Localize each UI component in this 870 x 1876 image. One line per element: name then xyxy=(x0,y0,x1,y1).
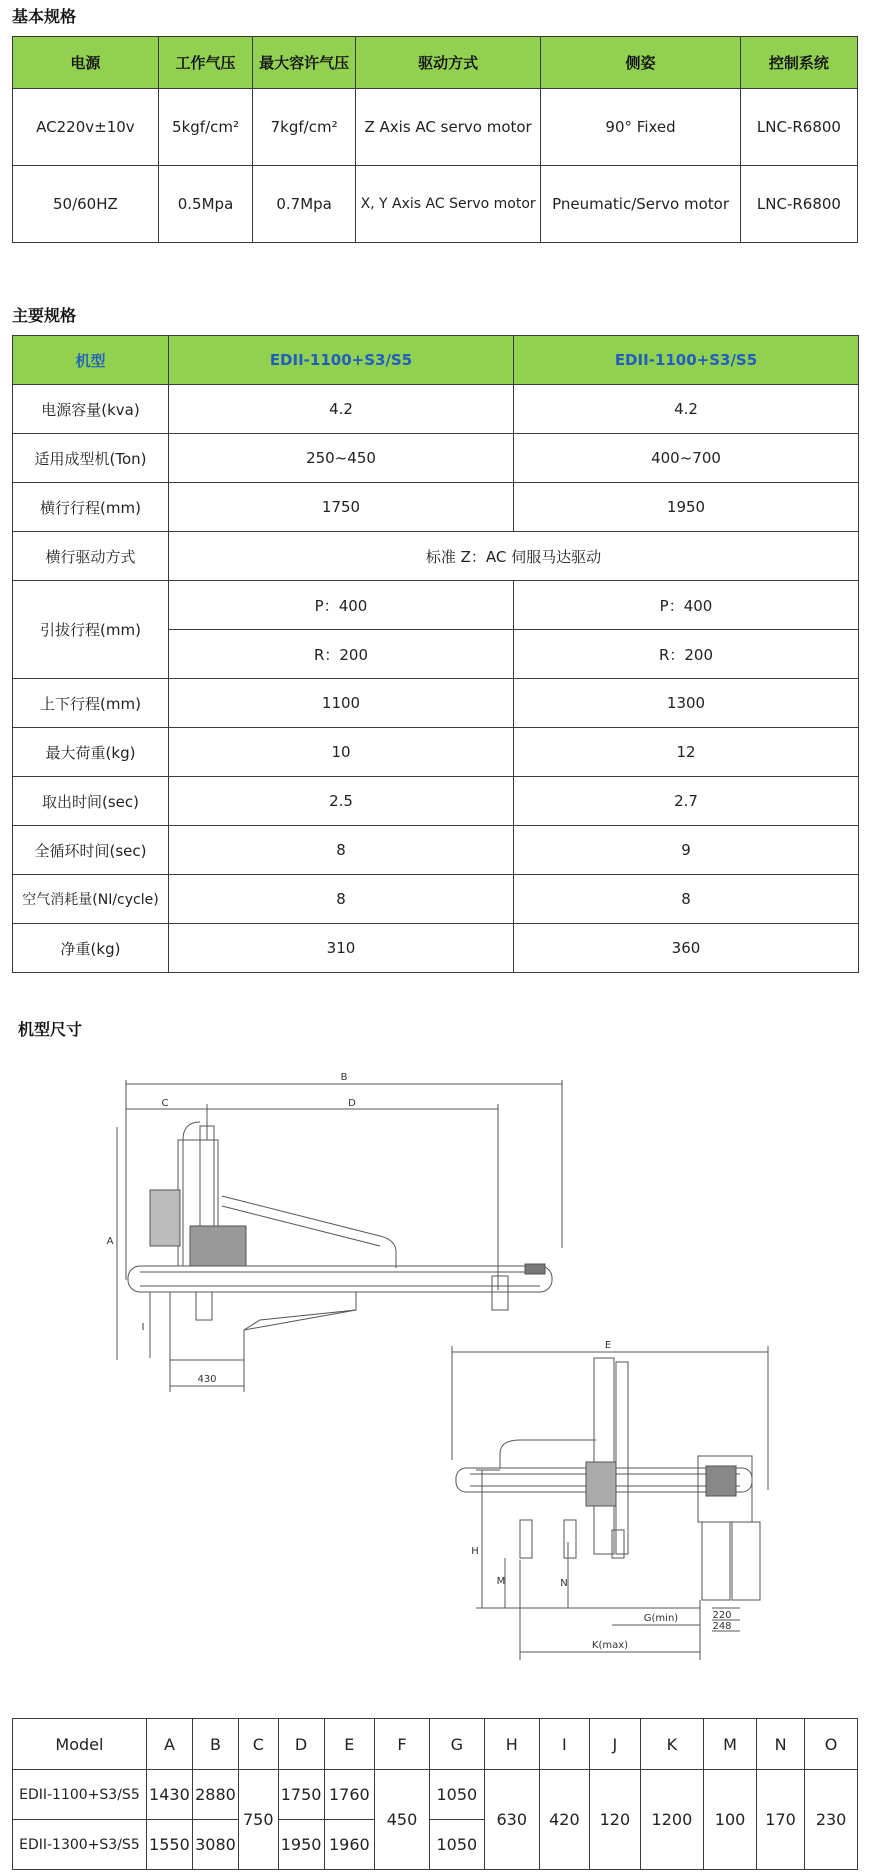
table-cell: 1760 xyxy=(324,1770,374,1820)
table-cell: 8 xyxy=(169,826,514,875)
dimension-table xyxy=(12,1718,858,1870)
dim-label-k: K(max) xyxy=(591,1640,629,1651)
table-row xyxy=(13,166,858,243)
table-header-row xyxy=(13,1719,858,1770)
table-row xyxy=(13,89,858,166)
table-row xyxy=(13,1770,858,1820)
header-cell: Model xyxy=(13,1719,147,1770)
table-cell: X, Y Axis AC Servo motor xyxy=(356,166,541,243)
dim-label-220: 220 xyxy=(712,1610,732,1621)
table-row xyxy=(13,385,859,434)
table-cell: 2.7 xyxy=(514,777,859,826)
table-cell: 750 xyxy=(239,1770,279,1870)
table-cell: 4.2 xyxy=(169,385,514,434)
table-cell: 1300 xyxy=(514,679,859,728)
table-cell: 90° Fixed xyxy=(541,89,741,166)
dim-label-d: D xyxy=(348,1098,356,1109)
header-cell: 控制系统 xyxy=(740,37,857,89)
table-cell: 420 xyxy=(539,1770,589,1870)
table-cell: 2880 xyxy=(192,1770,238,1820)
table-cell: 8 xyxy=(514,875,859,924)
header-cell: 驱动方式 xyxy=(356,37,541,89)
table-cell: 10 xyxy=(169,728,514,777)
dim-label-430: 430 xyxy=(197,1374,217,1385)
table-row xyxy=(13,532,859,581)
table-cell: 1050 xyxy=(429,1770,484,1820)
dim-label-e: E xyxy=(604,1340,612,1351)
header-cell: G xyxy=(429,1719,484,1770)
table-cell: LNC-R6800 xyxy=(740,166,857,243)
header-cell: I xyxy=(539,1719,589,1770)
table-row xyxy=(13,777,859,826)
table-row xyxy=(13,924,859,973)
table-cell: 2.5 xyxy=(169,777,514,826)
model-cell: EDII-1300+S3/S5 xyxy=(13,1820,147,1870)
table-cell: 450 xyxy=(375,1770,430,1870)
table-cell: 9 xyxy=(514,826,859,875)
table-cell: 250~450 xyxy=(169,434,514,483)
row-label: 适用成型机(Ton) xyxy=(13,434,169,483)
header-cell: B xyxy=(192,1719,238,1770)
header-cell: J xyxy=(590,1719,640,1770)
table-cell: 310 xyxy=(169,924,514,973)
table-cell: 1200 xyxy=(640,1770,704,1870)
row-label: 净重(kg) xyxy=(13,924,169,973)
table-cell: 360 xyxy=(514,924,859,973)
header-cell: O xyxy=(805,1719,858,1770)
table-cell: 50/60HZ xyxy=(13,166,159,243)
table-cell: 1960 xyxy=(324,1820,374,1870)
dimension-drawing xyxy=(0,1050,870,1670)
table-cell: 1550 xyxy=(146,1820,192,1870)
row-label: 最大荷重(kg) xyxy=(13,728,169,777)
row-label: 电源容量(kva) xyxy=(13,385,169,434)
table-cell: R：200 xyxy=(169,630,514,679)
table-cell: 230 xyxy=(805,1770,858,1870)
header-cell: A xyxy=(146,1719,192,1770)
table-cell: 1100 xyxy=(169,679,514,728)
dim-label-c: C xyxy=(161,1098,169,1109)
table-cell: 1050 xyxy=(429,1820,484,1870)
header-cell: 电源 xyxy=(13,37,159,89)
header-cell: 侧姿 xyxy=(541,37,741,89)
table-cell: 12 xyxy=(514,728,859,777)
row-label: 横行驱动方式 xyxy=(13,532,169,581)
table-cell: 1950 xyxy=(278,1820,324,1870)
table-cell: 4.2 xyxy=(514,385,859,434)
header-cell: EDII-1100+S3/S5 xyxy=(514,336,859,385)
dim-label-i: I xyxy=(141,1322,145,1333)
dim-label-b: B xyxy=(340,1072,348,1083)
table-row xyxy=(13,826,859,875)
row-label: 引拔行程(mm) xyxy=(13,581,169,679)
table-cell: 1750 xyxy=(278,1770,324,1820)
table-cell: 3080 xyxy=(192,1820,238,1870)
section-title-main-specs: 主要规格 xyxy=(12,306,77,325)
table-header-row xyxy=(13,37,858,89)
table-cell: R：200 xyxy=(514,630,859,679)
main-specs-table xyxy=(12,335,859,973)
row-label: 全循环时间(sec) xyxy=(13,826,169,875)
header-cell: M xyxy=(704,1719,757,1770)
table-cell: 630 xyxy=(484,1770,539,1870)
table-cell: 8 xyxy=(169,875,514,924)
table-cell: LNC-R6800 xyxy=(740,89,857,166)
row-label: 横行行程(mm) xyxy=(13,483,169,532)
table-cell: 标准 Z：AC 伺服马达驱动 xyxy=(169,532,859,581)
header-cell: 工作气压 xyxy=(158,37,252,89)
table-cell: 7kgf/cm² xyxy=(253,89,356,166)
header-cell: 最大容许气压 xyxy=(253,37,356,89)
row-label: 取出时间(sec) xyxy=(13,777,169,826)
header-cell: E xyxy=(324,1719,374,1770)
dim-label-m: M xyxy=(496,1576,506,1587)
table-cell: 1750 xyxy=(169,483,514,532)
table-cell: 0.7Mpa xyxy=(253,166,356,243)
dim-label-g: G(min) xyxy=(643,1613,679,1624)
table-cell: Z Axis AC servo motor xyxy=(356,89,541,166)
table-cell: 120 xyxy=(590,1770,640,1870)
header-cell: D xyxy=(278,1719,324,1770)
table-cell: 5kgf/cm² xyxy=(158,89,252,166)
table-cell: P：400 xyxy=(514,581,859,630)
table-header-row xyxy=(13,336,859,385)
table-cell: P：400 xyxy=(169,581,514,630)
dim-label-248: 248 xyxy=(712,1621,732,1632)
basic-specs-table xyxy=(12,36,858,243)
header-cell: C xyxy=(239,1719,279,1770)
table-cell: 400~700 xyxy=(514,434,859,483)
table-cell: 170 xyxy=(756,1770,804,1870)
section-title-basic-specs: 基本规格 xyxy=(12,7,77,26)
table-row xyxy=(13,728,859,777)
table-cell: 100 xyxy=(704,1770,757,1870)
table-row xyxy=(13,483,859,532)
table-cell: AC220v±10v xyxy=(13,89,159,166)
header-cell: F xyxy=(375,1719,430,1770)
header-cell: H xyxy=(484,1719,539,1770)
table-row xyxy=(13,434,859,483)
model-cell: EDII-1100+S3/S5 xyxy=(13,1770,147,1820)
section-title-dimensions: 机型尺寸 xyxy=(18,1020,83,1039)
dim-label-h: H xyxy=(471,1546,479,1557)
table-cell: 1430 xyxy=(146,1770,192,1820)
row-label: 空气消耗量(NI/cycle) xyxy=(13,875,169,924)
table-row xyxy=(13,581,859,630)
header-cell: 机型 xyxy=(13,336,169,385)
row-label: 上下行程(mm) xyxy=(13,679,169,728)
table-row xyxy=(13,679,859,728)
dim-label-n: N xyxy=(560,1578,568,1589)
header-cell: K xyxy=(640,1719,704,1770)
table-cell: 0.5Mpa xyxy=(158,166,252,243)
dim-label-a: A xyxy=(106,1236,114,1247)
header-cell: N xyxy=(756,1719,804,1770)
header-cell: EDII-1100+S3/S5 xyxy=(169,336,514,385)
table-row xyxy=(13,875,859,924)
table-cell: 1950 xyxy=(514,483,859,532)
table-cell: Pneumatic/Servo motor xyxy=(541,166,741,243)
